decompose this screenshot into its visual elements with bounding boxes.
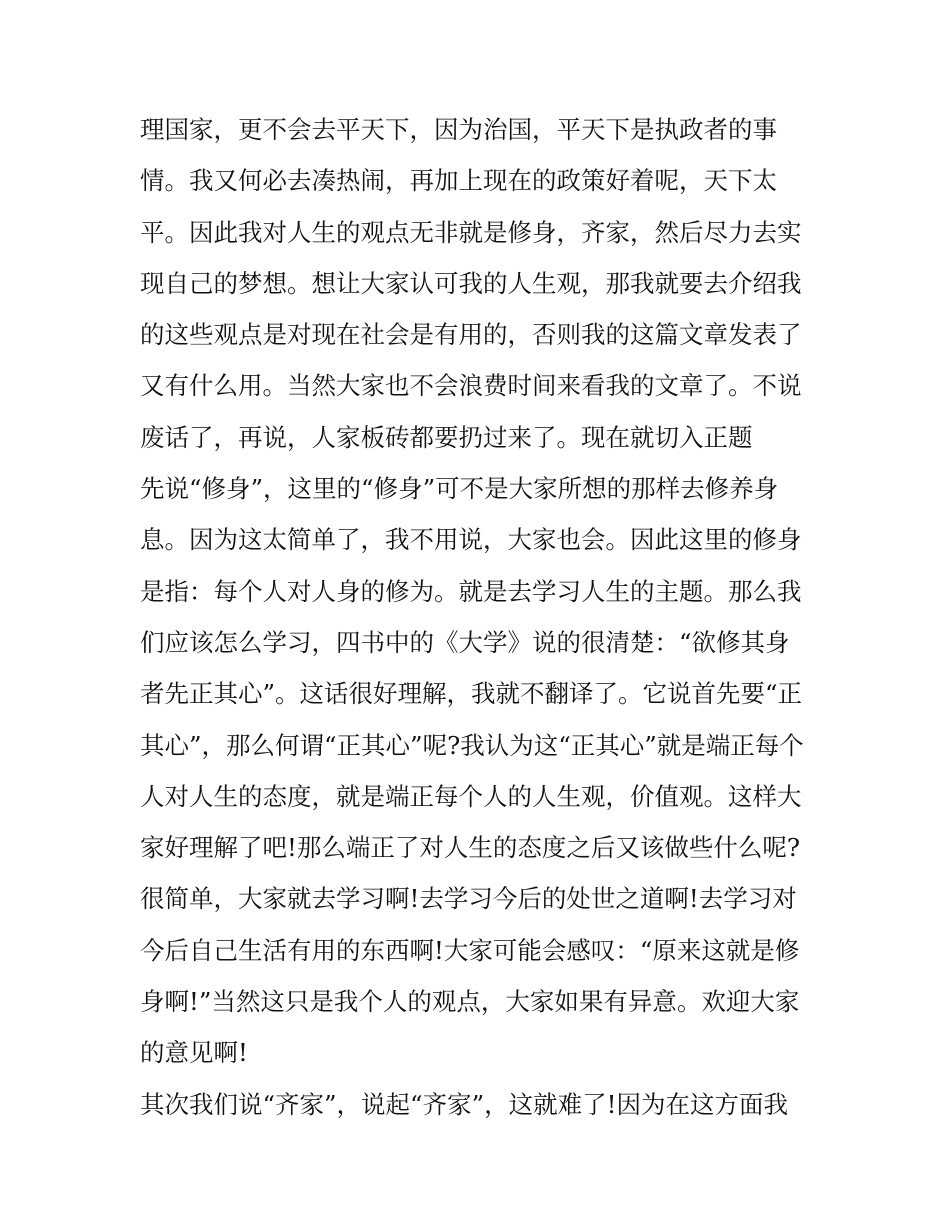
text-line: 是指：每个人对人身的修为。就是去学习人生的主题。那么我	[140, 576, 802, 606]
text-line: 家好理解了吧!那么端正了对人生的态度之后又该做些什么呢?	[140, 833, 800, 863]
document-body	[140, 104, 820, 1130]
text-line: 现自己的梦想。想让大家认可我的人生观，那我就要去介绍我	[140, 268, 802, 298]
text-line: 的这些观点是对现在社会是有用的，否则我的这篇文章发表了	[140, 320, 802, 350]
text-line: 先说“修身”，这里的“修身”可不是大家所想的那样去修养身	[140, 474, 779, 504]
text-line: 很简单，大家就去学习啊!去学习今后的处世之道啊!去学习对	[140, 884, 797, 914]
text-line: 其次我们说“齐家”，说起“齐家”，这就难了!因为在这方面我	[140, 1089, 788, 1119]
text-line: 的意见啊!	[140, 1038, 248, 1068]
text-line: 废话了，再说，人家板砖都要扔过来了。现在就切入正题	[140, 422, 753, 452]
text-line: 人对人生的态度，就是端正每个人的人生观，价值观。这样大	[140, 781, 802, 811]
text-line: 身啊!”当然这只是我个人的观点，大家如果有异意。欢迎大家	[140, 987, 800, 1017]
text-line: 者先正其心”。这话很好理解，我就不翻译了。它说首先要“正	[140, 679, 803, 709]
text-line: 息。因为这太简单了，我不用说，大家也会。因此这里的修身	[140, 525, 802, 555]
text-line: 平。因此我对人生的观点无非就是修身，齐家，然后尽力去实	[140, 217, 802, 247]
text-line: 其心”，那么何谓“正其心”呢?我认为这“正其心”就是端正每个	[140, 730, 804, 760]
text-line: 今后自己生活有用的东西啊!大家可能会感叹：“原来这就是修	[140, 935, 800, 965]
text-line: 情。我又何必去凑热闹，再加上现在的政策好着呢，天下太	[140, 166, 777, 196]
text-line: 理国家，更不会去平天下，因为治国，平天下是执政者的事	[140, 115, 777, 144]
text-line: 又有什么用。当然大家也不会浪费时间来看我的文章了。不说	[140, 371, 802, 401]
text-line: 们应该怎么学习，四书中的《大学》说的很清楚：“欲修其身	[140, 627, 790, 657]
